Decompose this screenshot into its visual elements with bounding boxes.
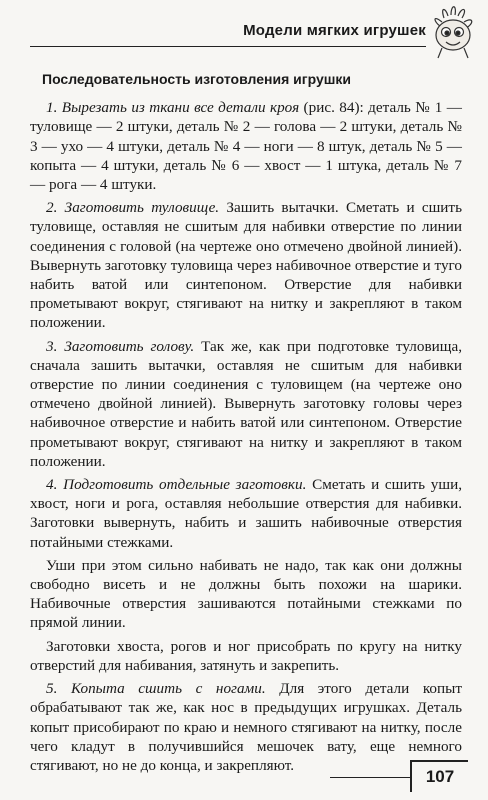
header-rule (30, 46, 426, 47)
step-lead: 2. Заготовить туловище. (46, 199, 220, 217)
step-body: Так же, как при подготовке туловища, сначала зашить вытачки, оставляя не сшитым для набивки отверстие по линии соединения с туловищем (на чертеже оно отмечено двойной линией). Вывернуть заготовку головы через набивочное отверстие и набить ватой или синтепоном. Отверстие прометывают вокруг, стягивают на нитку и закрепляют в таком положении. (30, 337, 462, 470)
step-body: (рис. 84): деталь № 1 — туловище — 2 штуки, деталь № 2 — голова — 2 штуки, деталь № 3 — ухо — 4 штуки, деталь № 4 — ноги — 8 штук, деталь № 5 — копыта — 4 штуки, деталь № 6 — хвост — 1 штука, деталь № 7 — рога — 4 штуки. (30, 99, 462, 194)
paragraph-text: Заготовки хвоста, рогов и ног присобрать по кругу на нитку отверстий для набивания, затянуть и закрепить. (30, 637, 462, 674)
step-lead: 3. Заготовить голову. (46, 337, 195, 355)
step-paragraph-4 (30, 475, 462, 552)
page-number: 107 (410, 760, 468, 792)
step-body: Зашить вытачки. Сметать и сшить туловище, оставляя не сшитым для набивки отверстие по линии соединения с головой (на чертеже оно отмечено двойной линией). Вывернуть заготовку туловища через набивочное отверстие и туго набить ватой или синтепоном. Отверстие для набивки прометывают вокруг, стягивают на нитку и закрепляют в таком положении. (30, 199, 462, 332)
step-lead: 1. Вырезать из ткани все детали кроя (46, 99, 300, 117)
footer-rule (330, 777, 410, 778)
page-header (0, 0, 488, 60)
step-body: Сметать и сшить уши, хвост, ноги и рога, оставляя небольшие отверстия для набивки. Заготовки вывернуть, набить и зашить набивочные отверстия потайными стежками. (30, 476, 463, 551)
toy-mascot-icon (424, 4, 482, 60)
note-paragraph-ears (30, 556, 462, 633)
step-body: Для этого детали копыт обрабатывают так же, как нос в предыдущих игрушках. Деталь копыт присобирают по краю и немного стягивают на нитку, после чего кладут в получившийся мешочек вату, еще немного стягивают, но не до конца, и закрепляют. (30, 680, 462, 774)
note-paragraph-tail (30, 637, 462, 675)
step-lead: 5. Копыта сшить с ногами. (46, 680, 266, 698)
step-paragraph-3 (30, 337, 462, 471)
paragraph-text: Уши при этом сильно набивать не надо, так как они должны свободно висеть и не должны быть похожи на шарики. Набивочные отверстия зашиваются потайными стежками по прямой линии. (30, 556, 462, 632)
step-paragraph-5 (30, 679, 462, 775)
running-title: Модели мягких игрушек (243, 22, 426, 39)
step-paragraph-1 (30, 98, 462, 194)
section-heading: Последовательность изготовления игрушки (42, 71, 352, 87)
step-paragraph-2 (30, 198, 462, 332)
page-body (30, 70, 462, 779)
step-lead: 4. Подготовить отдельные заготовки. (46, 476, 307, 494)
